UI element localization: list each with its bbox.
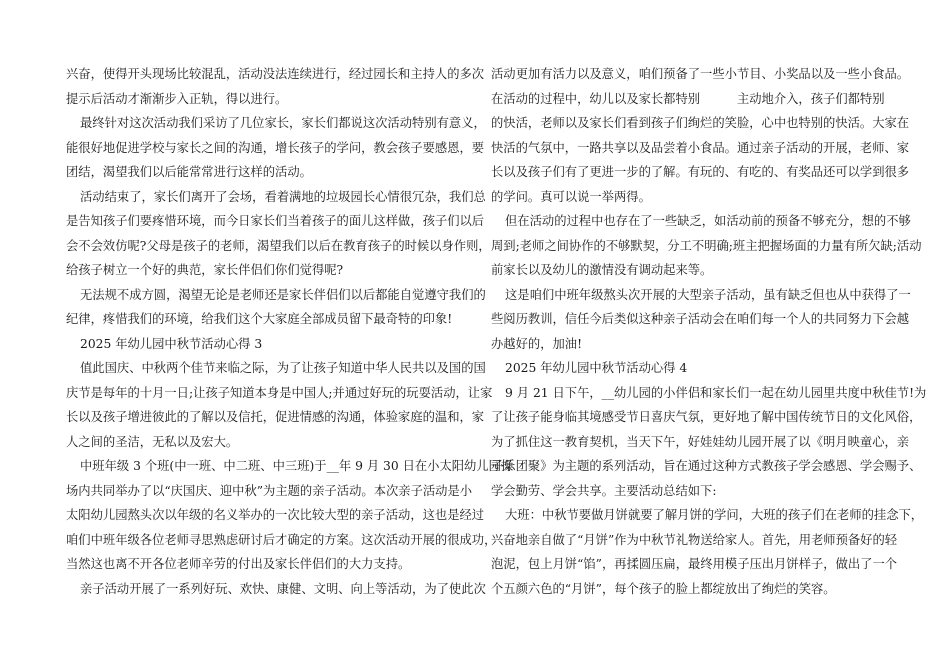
- text-line: 子乐团聚》为主题的系列活动，旨在通过这种方式教孩子学会感恩、学会赐予、: [491, 459, 922, 473]
- text-line: 长以及孩子增进彼此的了解以及信托，促进情感的沟通，体验家庭的温和，家: [66, 410, 485, 424]
- text-line: 无法规不成方圆，渴望无论是老师还是家长伴侣们以后都能自觉遵守我们的: [80, 287, 486, 302]
- text-line: 这是咱们中班年级熬头次开展的大型亲子活动，虽有缺乏但也从中获得了一: [505, 287, 911, 302]
- text-line: 的学问。真可以说一举两得。: [491, 189, 651, 204]
- text-line: 的快活，老师以及家长们看到孩子们绚烂的笑脸，心中也特别的快活。大家在: [491, 116, 910, 130]
- text-line: 2025 年幼儿园中秋节活动心得 3: [80, 336, 263, 351]
- text-line: 团结，渴望我们以后能常常进行这样的活动。: [66, 165, 312, 179]
- text-line: 人之间的圣洁，无私以及宏大。: [66, 434, 239, 449]
- text-line: 前家长以及幼儿的激情没有调动起来等。: [491, 263, 713, 277]
- text-line: 大班：中秋节要做月饼就要了解月饼的学问，大班的孩子们在老师的挂念下，: [505, 508, 924, 522]
- text-line: 能很好地促进学校与家长之间的沟通，增长孩子的学问，教会孩子要感恩，要: [66, 140, 485, 155]
- text-line: 2025 年幼儿园中秋节活动心得 4: [505, 361, 688, 375]
- text-line: 值此国庆、中秋两个佳节来临之际，为了让孩子知道中华人民共以及国的国: [80, 361, 486, 375]
- left-column: [66, 62, 514, 601]
- text-line: 活动更加有活力以及意义，咱们预备了一些小节目、小奖品以及一些小食品。: [491, 67, 910, 81]
- text-line: 但在活动的过程中也存在了一些缺乏，如活动前的预备不够充分，想的不够: [505, 214, 911, 228]
- text-line: 提示后活动才渐渐步入正轨，得以进行。: [66, 91, 288, 106]
- text-line: 活动结束了，家长们离开了会场，看着满地的垃圾园长心情很冗杂，我们总: [80, 189, 486, 204]
- text-line: 是告知孩子们要疼惜环境，而今日家长们当着孩子的面儿这样做，孩子们以后: [66, 214, 485, 228]
- text-line: 9 月 21 日下午，__幼儿园的小伴侣和家长们一起在幼儿园里共度中秋佳节!为: [505, 385, 927, 400]
- text-line: 咱们中班年级各位老师寻思熟虑研讨后才确定的方案。这次活动开展的很成功，: [66, 532, 497, 547]
- text-line: 快活的气氛中，一路共享以及品尝着小食品。通过亲子活动的开展，老师、家: [491, 140, 910, 155]
- text-line: 最终针对这次活动我们采访了几位家长，家长们都说这次活动特别有意义，: [80, 116, 486, 130]
- text-line: 场内共同举办了以“庆国庆、迎中秋”为主题的亲子活动。本次亲子活动是小: [66, 483, 473, 498]
- text-line: 些阅历教训，信任今后类似这种亲子活动会在咱们每一个人的共同努力下会越: [491, 312, 910, 326]
- text-line: 太阳幼儿园熬头次以年级的名义举办的一次比较大型的亲子活动，这也是经过: [66, 508, 485, 522]
- text-line: 了让孩子能身临其境感受节日喜庆气氛，更好地了解中国传统节日的文化风俗，: [491, 410, 922, 424]
- text-line: 长以及孩子们有了更进一步的了解。有玩的、有吃的、有奖品还可以学到很多: [491, 165, 910, 179]
- text-line: 会不会效仿呢?父母是孩子的老师，渴望我们以后在教育孩子的时候以身作则，: [66, 238, 491, 253]
- text-line: 中班年级 3 个班(中一班、中二班、中三班)于__年 9 月 30 日在小太阳幼儿园操: [80, 459, 514, 473]
- text-line: 兴奋，使得开头现场比较混乱，活动没法连续进行，经过园长和主持人的多次: [66, 67, 485, 81]
- text-line: 当然这也离不开各位老师辛劳的付出及家长伴侣们的大力支持。: [66, 557, 411, 571]
- text-line: 纪律，疼惜我们的环境，给我们这个大家庭全部成员留下最奇特的印象!: [66, 312, 453, 326]
- text-line: 办越好的，加油!: [491, 336, 583, 351]
- text-line: 给孩子树立一个好的典范，家长伴侣们你们觉得呢?: [66, 263, 344, 277]
- text-line: 泡泥，包上月饼“馅”，再揉圆压扁，最终用模子压出月饼样子，做出了一个: [491, 557, 898, 571]
- text-line: 亲子活动开展了一系列好玩、欢快、康健、文明、向上等活动，为了使此次: [80, 581, 486, 596]
- text-line: 为了抓住这一教育契机，当天下午，好娃娃幼儿园开展了以《明月映童心，亲: [491, 434, 910, 449]
- text-line: 周到;老师之间协作的不够默契，分工不明确;班主把握场面的力量有所欠缺;活动: [491, 238, 922, 253]
- text-line: 在活动的过程中，幼儿以及家长都特别 主动地介入，孩子们都特别: [491, 91, 885, 106]
- text-line: 庆节是每年的十月一日;让孩子知道本身是中国人;并通过好玩的玩耍活动，让家: [66, 385, 493, 400]
- text-line: 学会勤劳、学会共享。主要活动总结如下:: [491, 483, 717, 498]
- text-line: 个五颜六色的“月饼”，每个孩子的脸上都绽放出了绚烂的笑容。: [491, 581, 836, 596]
- text-line: 兴奋地亲自做了“月饼”作为中秋节礼物送给家人。首先，用老师预备好的轻: [491, 532, 898, 547]
- right-column: [491, 62, 927, 601]
